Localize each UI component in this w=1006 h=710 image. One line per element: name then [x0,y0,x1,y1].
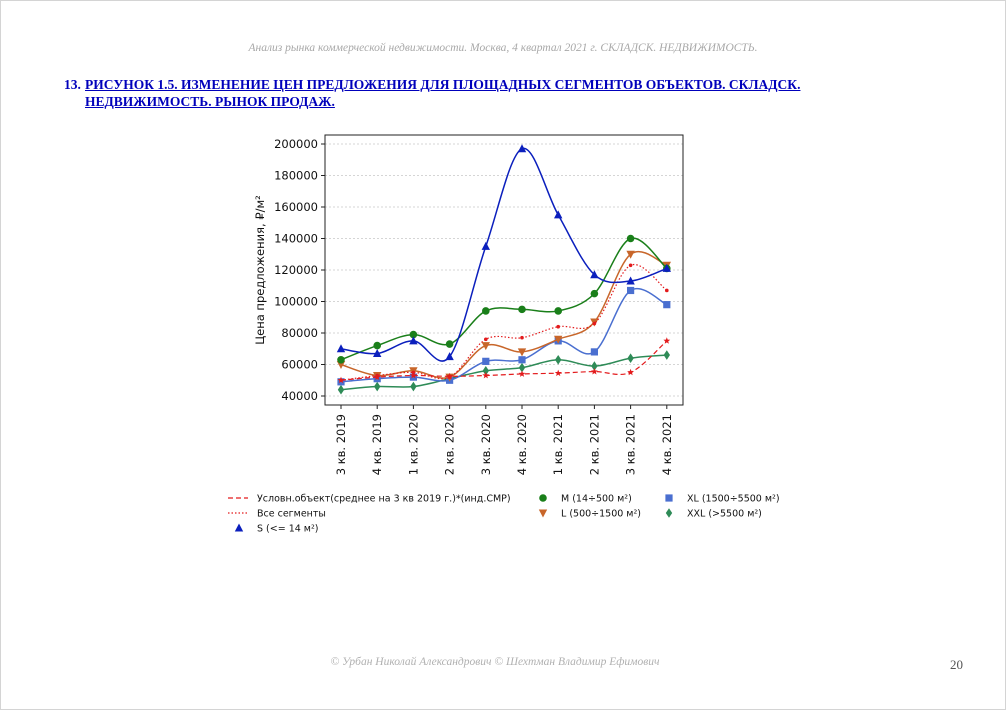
data-point [448,375,452,379]
data-point [337,356,345,364]
y-tick-label: 200000 [274,137,318,151]
data-point [482,372,489,379]
legend-swatch [666,508,672,518]
legend-entry [235,524,319,535]
legend-entry [228,509,326,520]
legend-swatch [235,524,243,532]
legend-label: S (<= 14 м²) [257,523,319,535]
y-tick-label: 140000 [274,231,318,246]
data-point [338,385,344,395]
x-tick-label: 4 кв. 2021 [659,414,674,476]
data-point [374,382,380,392]
legend-label: Все сегменты [257,508,326,520]
series-3 [337,144,671,361]
y-tick-label: 120000 [274,263,318,277]
y-tick-label: 60000 [281,357,318,372]
data-point [593,322,597,326]
legend-layer [228,494,780,535]
legend-entry [539,509,641,520]
legend-entry [666,508,762,519]
data-point [627,287,634,294]
data-point [663,337,670,344]
caption-link[interactable]: РИСУНОК 1.5. ИЗМЕНЕНИЕ ЦЕН ПРЕДЛОЖЕНИЯ ДЛЯ ПЛОЩАДНЫХ СЕГМЕНТОВ ОБЪЕКТОВ. СКЛАДСК. НЕДВИЖИМОСТЬ. РЫНОК ПРОДАЖ. [85,77,801,109]
axis-layer [274,137,674,475]
data-point [663,301,670,308]
x-tick-label: 1 кв. 2020 [406,414,421,476]
legend-label: M (14÷500 м²) [561,493,632,505]
x-tick-label: 1 кв. 2021 [551,414,566,476]
legend-swatch [539,510,547,518]
data-point [627,235,635,243]
series-7 [338,350,670,394]
data-point [591,368,598,375]
legend-entry [539,494,632,505]
x-tick-label: 4 кв. 2019 [370,414,385,476]
y-tick-label: 160000 [274,200,318,214]
y-tick-label: 180000 [274,168,318,183]
data-point [410,382,416,392]
data-point [482,342,490,350]
data-point [412,371,416,375]
data-point [482,307,490,315]
data-point [518,356,525,363]
series-6 [337,287,670,386]
series-layer [337,144,671,394]
data-point [519,370,526,377]
legend-label: XXL (>5500 м²) [687,508,762,520]
running-header: Анализ рынка коммерческой недвижимости. Москва, 4 квартал 2021 г. СКЛАДСК. НЕДВИЖИМОСТЬ. [248,42,758,54]
x-tick-label: 3 кв. 2020 [478,414,493,476]
data-point [484,338,488,342]
legend-entry [228,494,511,505]
legend-swatch [665,494,672,501]
data-point [556,325,560,329]
data-point [665,289,669,293]
data-point [446,340,454,348]
series-line [341,238,667,360]
legend-label: L (500÷1500 м²) [561,508,641,520]
legend-swatch [539,494,547,502]
data-point [555,355,561,365]
data-point [555,370,562,377]
data-point [627,353,633,363]
legend-label: Условн.объект(среднее на 3 кв 2019 г.)*(инд.СМР) [257,493,511,505]
data-point [337,344,345,352]
y-axis-label: Цена предложения, ₽/м² [253,195,267,345]
data-point [518,306,526,314]
series-line [341,289,667,382]
y-tick-label: 100000 [274,294,318,309]
page-number: 20 [950,657,963,672]
x-tick-label: 4 кв. 2020 [515,414,529,476]
x-tick-label: 3 кв. 2019 [334,414,348,476]
x-tick-label: 2 кв. 2021 [587,414,602,476]
data-point [554,210,562,218]
data-point [375,374,379,378]
data-point [591,348,598,355]
series-2 [339,263,668,382]
series-line [341,252,667,379]
y-tick-label: 40000 [281,389,318,403]
series-line [341,148,667,361]
legend-entry [665,494,779,505]
data-point [373,342,381,350]
data-point [664,350,670,360]
data-point [627,369,634,376]
data-point [591,290,599,298]
data-point [520,336,524,340]
series-4 [337,235,670,364]
data-point [629,263,633,267]
y-tick-label: 80000 [281,326,318,340]
data-point [482,358,489,365]
footer-authors: © Урбан Николай Александрович © Шехтман Владимир Ефимович [330,656,660,668]
x-tick-label: 3 кв. 2021 [623,414,638,476]
data-point [339,378,343,382]
x-tick-label: 2 кв. 2020 [442,414,457,476]
data-point [554,307,562,315]
caption-number: 13. [64,77,81,92]
data-point [482,242,490,250]
legend-label: XL (1500÷5500 м²) [687,493,780,505]
